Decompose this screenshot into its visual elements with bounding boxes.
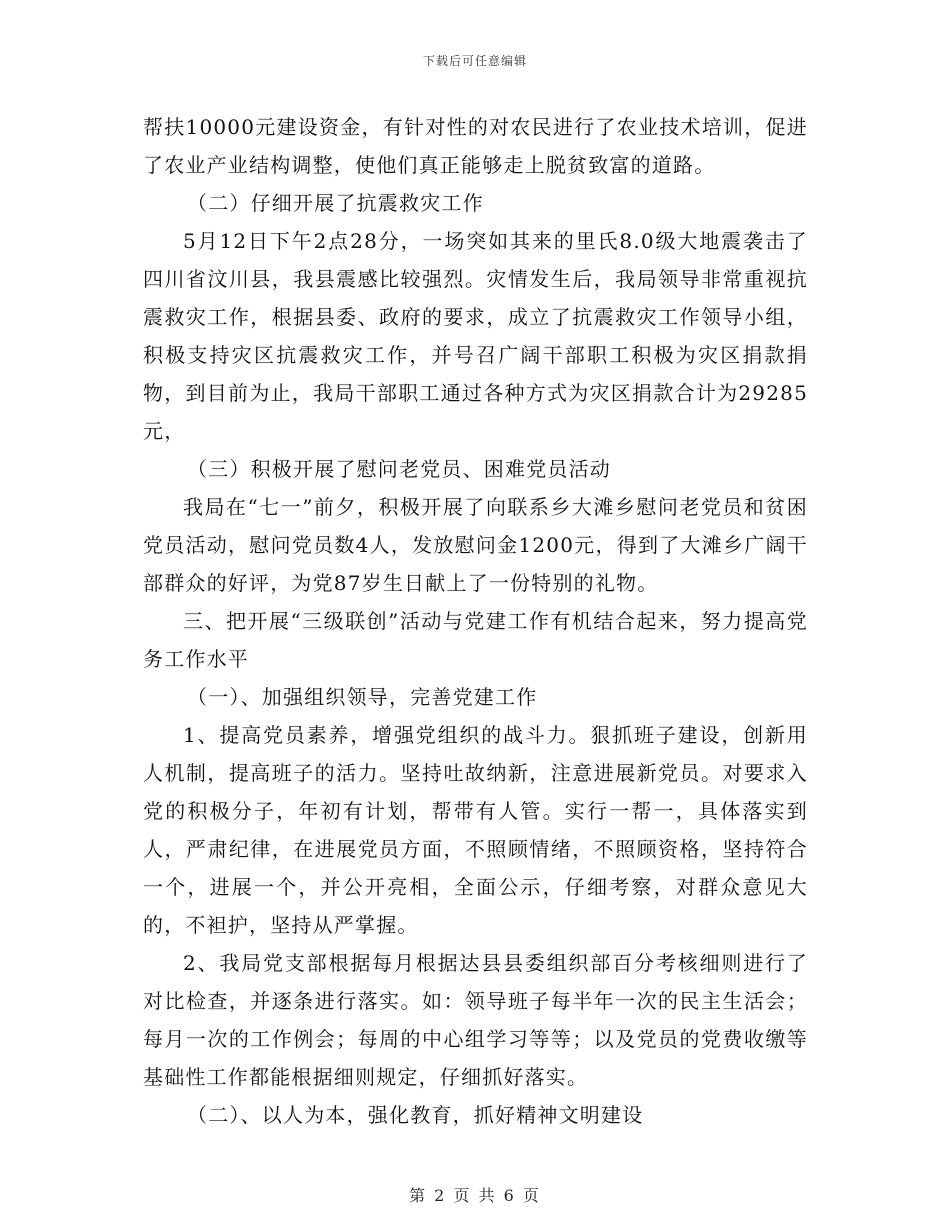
page-header: 下载后可任意编辑 [422, 54, 527, 68]
paragraph-continuation: 帮扶10000元建设资金，有针对性的对农民进行了农业技术培训，促进了农业产业结构调整，使他们真正能够走上脱贫致富的道路。 [143, 115, 808, 177]
document-body [143, 108, 808, 1134]
section-heading-earthquake-relief: （二）仔细开展了抗震救灾工作 [187, 191, 484, 215]
paragraph-condolence: 我局在“七一”前夕，积极开展了向联系乡大滩乡慰问老党员和贫困党员活动，慰问党员数4人，发放慰问金1200元，得到了大滩乡广阔干部群众的好评，为党87岁生日献上了一份特别的礼物。 [143, 495, 808, 595]
paragraph-party-quality: 1、提高党员素养，增强党组织的战斗力。狠抓班子建设，创新用人机制，提高班子的活力。坚持吐故纳新，注意进展新党员。对要求入党的积极分子，年初有计划，帮带有人管。实行一帮一，具体落实到人，严肃纪律，在进展党员方面，不照顾情绪，不照顾资格，坚持符合一个，进展一个，并公开亮相，全面公示，仔细考察，对群众意见大的，不袒护，坚持从严掌握。 [143, 723, 808, 937]
section-heading-condolence: （三）积极开展了慰问老党员、困难党员活动 [187, 457, 611, 481]
page-number: 第 2 页 共 6 页 [409, 1186, 541, 1205]
section-heading-education: （二）、以人为本，强化教育，抓好精神文明建设 [187, 1103, 644, 1127]
paragraph-party-branch-check: 2、我局党支部根据每月根据达县县委组织部百分考核细则进行了对比检查，并逐条进行落实。如：领导班子每半年一次的民主生活会；每月一次的工作例会；每周的中心组学习等等；以及党员的党费收缴等基础性工作都能根据细则规定，仔细抓好落实。 [143, 951, 808, 1089]
paragraph-earthquake: 5月12日下午2点28分，一场突如其来的里氏8.0级大地震袭击了四川省汶川县，我县震感比较强烈。灾情发生后，我局领导非常重视抗震救灾工作，根据县委、政府的要求，成立了抗震救灾工作领导小组，积极支持灾区抗震救灾工作，并号召广阔干部职工积极为灾区捐款捐物，到目前为止，我局干部职工通过各种方式为灾区捐款合计为29285元， [143, 229, 808, 443]
section-heading-three-level: 三、把开展“三级联创”活动与党建工作有机结合起来，努力提高党务工作水平 [143, 609, 808, 671]
section-heading-organization: （一）、加强组织领导，完善党建工作 [187, 685, 538, 709]
